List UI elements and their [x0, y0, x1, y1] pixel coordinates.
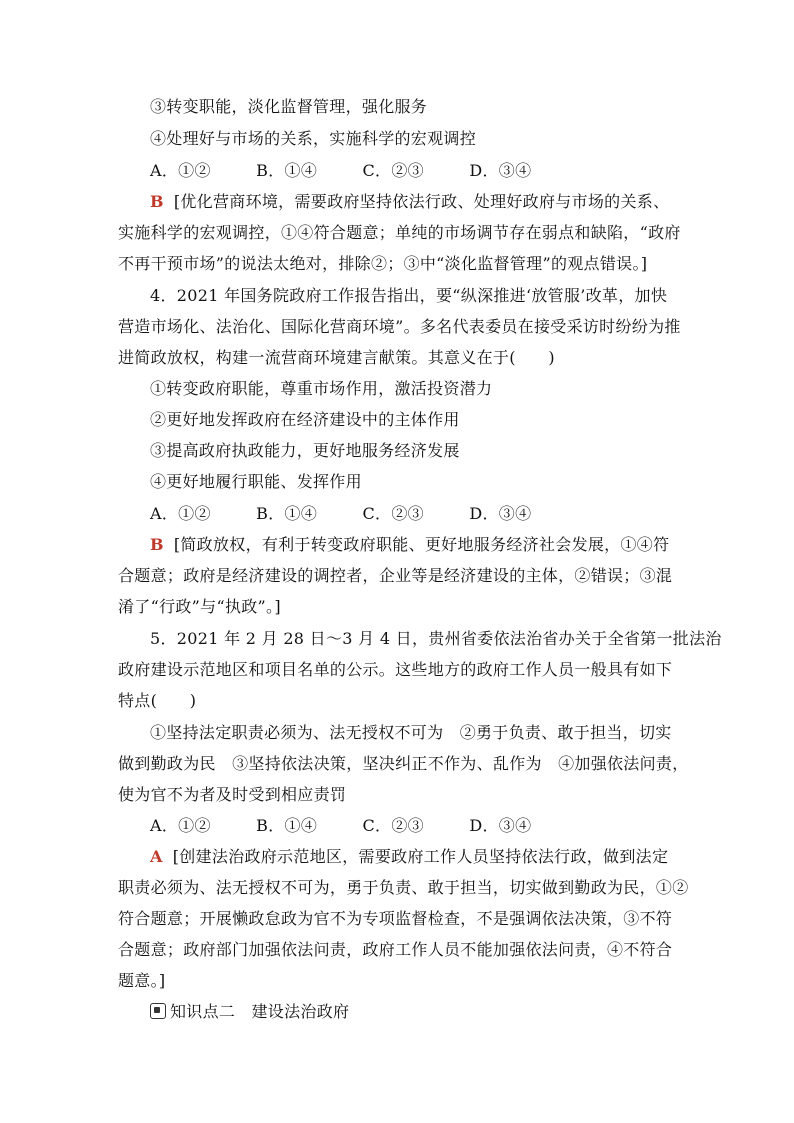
- q4-option-a: A．①②: [150, 504, 211, 523]
- q3-options: [150, 160, 531, 182]
- q5-stem-line-1: 5．2021 年 2 月 28 日～3 月 4 日，贵州省委依法治省办关于全省第一批法治: [150, 629, 722, 648]
- q3-option-c: C．②③: [362, 161, 424, 180]
- q4-explanation-text: [简政放权，有利于转变政府职能、更好地服务经济社会发展，①④符: [173, 535, 670, 554]
- section-title: 知识点二 建设法治政府: [170, 1002, 350, 1021]
- q3-option-b: B．①④: [256, 161, 318, 180]
- q5-explanation-line-2: 职责必须为、法无授权不可为，勇于负责、敢于担当，切实做到勤政为民，①②: [118, 878, 689, 897]
- q4-item-1: ①转变政府职能，尊重市场作用，激活投资潜力: [150, 379, 493, 398]
- q3-option-a: A．①②: [150, 161, 211, 180]
- q5-option-b: B．①④: [256, 816, 318, 835]
- q4-explanation-line-1: [150, 534, 669, 556]
- q5-explanation-line-3: 符合题意；开展懒政怠政为官不为专项监督检查，不是强调依法决策，③不符: [118, 909, 673, 928]
- q5-options: [150, 815, 531, 837]
- q4-stem-line-2: 营造市场化、法治化、国际化营商环境”。多名代表委员在接受采访时纷纷为推: [118, 317, 681, 336]
- q4-item-2: ②更好地发挥政府在经济建设中的主体作用: [150, 410, 460, 429]
- q3-answer-letter: B: [150, 192, 164, 211]
- q5-items-line-3: 使为官不为者及时受到相应责罚: [118, 785, 347, 804]
- q4-option-c: C．②③: [362, 504, 424, 523]
- q5-explanation-line-4: 合题意；政府部门加强依法问责，政府工作人员不能加强依法问责，④不符合: [118, 940, 673, 959]
- q4-item-3: ③提高政府执政能力，更好地服务经济发展: [150, 441, 460, 460]
- q5-stem-line-2: 政府建设示范地区和项目名单的公示。这些地方的政府工作人员一般具有如下: [118, 660, 673, 679]
- q3-item-4: ④处理好与市场的关系，实施科学的宏观调控: [150, 129, 477, 148]
- q5-option-a: A．①②: [150, 816, 211, 835]
- q5-option-c: C．②③: [362, 816, 424, 835]
- q4-explanation-line-2: 合题意；政府是经济建设的调控者，企业等是经济建设的主体，②错误；③混: [118, 566, 673, 585]
- q5-option-d: D．③④: [469, 816, 532, 835]
- q4-stem-line-3: 进简政放权，构建一流营商环境建言献策。其意义在于( ): [118, 348, 555, 367]
- q5-stem-line-3: 特点( ): [118, 691, 197, 710]
- q5-explanation-line-1: [150, 846, 668, 868]
- q3-explanation-line-2: 实施科学的宏观调控，①④符合题意；单纯的市场调节存在弱点和缺陷，“政府: [118, 223, 681, 242]
- q4-item-4: ④更好地履行职能、发挥作用: [150, 472, 362, 491]
- q4-explanation-line-3: 淆了“行政”与“执政”。]: [118, 597, 281, 616]
- q5-items-line-2: 做到勤政为民 ③坚持依法决策，坚决纠正不作为、乱作为 ④加强依法问责，: [118, 754, 689, 773]
- knowledge-point-icon: [150, 1003, 166, 1019]
- q3-explanation-text: [优化营商环境，需要政府坚持依法行政、处理好政府与市场的关系、: [173, 192, 670, 211]
- q3-option-d: D．③④: [469, 161, 532, 180]
- q4-option-b: B．①④: [256, 504, 318, 523]
- q3-item-3: ③转变职能，淡化监督管理，强化服务: [150, 97, 428, 116]
- q3-explanation-line-3: 不再干预市场”的说法太绝对，排除②；③中“淡化监督管理”的观点错误。]: [118, 254, 648, 273]
- q3-explanation-line-1: [150, 191, 669, 213]
- q5-explanation-line-5: 题意。]: [118, 971, 166, 990]
- q5-items-line-1: ①坚持法定职责必须为、法无授权不可为 ②勇于负责、敢于担当，切实: [150, 723, 672, 742]
- q4-stem-line-1: 4．2021 年国务院政府工作报告指出，要“纵深推进‘放管服’改革，加快: [150, 286, 668, 305]
- q5-explanation-text: [创建法治政府示范地区，需要政府工作人员坚持依法行政，做到法定: [172, 847, 669, 866]
- q4-answer-letter: B: [150, 535, 164, 554]
- q5-answer-letter: A: [150, 847, 163, 866]
- section-heading: [150, 1001, 349, 1023]
- q4-option-d: D．③④: [469, 504, 532, 523]
- q4-options: [150, 503, 531, 525]
